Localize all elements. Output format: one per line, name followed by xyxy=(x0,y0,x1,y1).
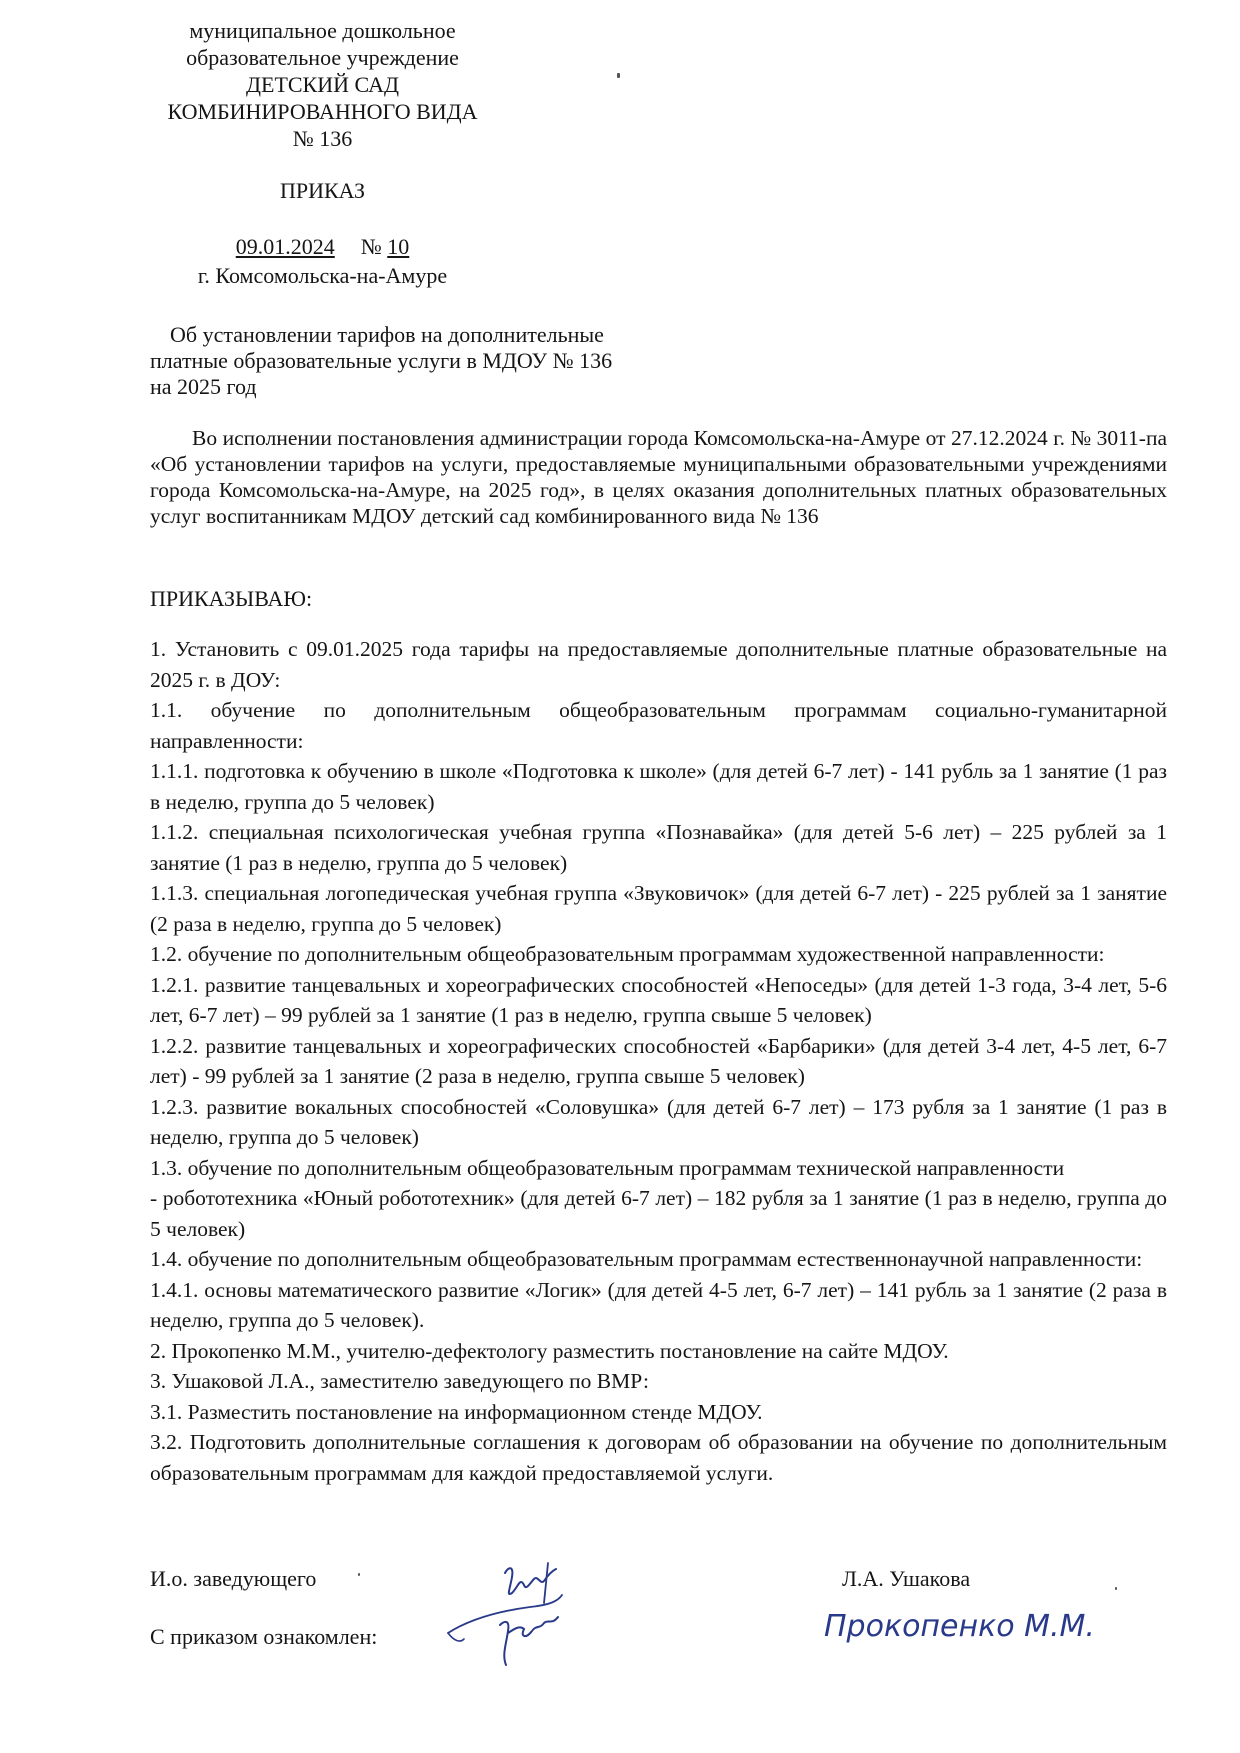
header-line: муниципальное дошкольное xyxy=(189,18,456,43)
order-item: 1.3. обучение по дополнительным общеобразовательным программам технической направленности xyxy=(150,1155,1065,1180)
signatory-name: Л.А. Ушакова xyxy=(842,1566,971,1591)
document-type-title: ПРИКАЗ xyxy=(279,178,366,203)
order-item: 1.2. обучение по дополнительным общеобразовательным программам художественной направленности: xyxy=(150,942,1105,966)
header-line: № 136 xyxy=(292,126,353,151)
scan-speck xyxy=(617,73,620,78)
city-line: г. Комсомольска-на-Амуре xyxy=(197,263,448,288)
subject-line: платные образовательные услуги в МДОУ № 136 xyxy=(150,348,613,373)
order-item: - робототехника «Юный робототехник» (для детей 6-7 лет) – 182 рубля за 1 занятие (1 раз в неделю, группа до 5 человек) xyxy=(150,1186,1167,1241)
order-item: 1.4.1. основы математического развитие «Логик» (для детей 4-5 лет, 6-7 лет) – 141 рубль за 1 занятие (2 раза в неделю, группа до 5 человек). xyxy=(150,1277,1167,1332)
order-item: 1.2.3. развитие вокальных способностей «Соловушка» (для детей 6-7 лет) – 173 рубля за 1 занятие (1 раз в неделю, группа до 5 человек) xyxy=(150,1094,1167,1149)
scan-speck xyxy=(358,1573,360,1576)
header-line: КОМБИНИРОВАННОГО ВИДА xyxy=(167,99,478,124)
institution-header xyxy=(145,17,500,152)
handwritten-signature xyxy=(440,1555,610,1675)
document-number: 10 xyxy=(387,234,410,259)
subject-line: на 2025 год xyxy=(150,374,257,399)
preamble-paragraph: Во исполнении постановления администрации города Комсомольска-на-Амуре от 27.12.2024 г. № 3011-па «Об установлении тарифов на услуги, предоставляемые муниципальными образовательными учреждениями города Комсомольска-на-Амуре, на 2025 год», в целях оказания дополнительных платных образовательных услуг воспитанникам МДОУ детский сад комбинированного вида № 136 xyxy=(150,426,1167,528)
order-item: 1.1. обучение по дополнительным общеобразовательным программам социально-гуманитарной направленности: xyxy=(150,698,1167,753)
order-item: 1.1.2. специальная психологическая учебная группа «Познавайка» (для детей 5-6 лет) – 225 рублей за 1 занятие (1 раз в неделю, группа до 5 человек) xyxy=(150,820,1167,875)
order-items xyxy=(150,634,1167,1488)
number-prefix: № xyxy=(360,234,382,259)
order-item: 3.2. Подготовить дополнительные соглашения к договорам об образовании на обучение по дополнительным образовательным программам для каждой предоставляемой услуги. xyxy=(150,1430,1167,1485)
order-item: 1.2.1. развитие танцевальных и хореографических способностей «Непоседы» (для детей 1-3 года, 3-4 лет, 5-6 лет, 6-7 лет) – 99 рублей за 1 занятие (1 раз в неделю, группа свыше 5 человек) xyxy=(150,972,1167,1027)
order-item: 1.2.2. развитие танцевальных и хореографических способностей «Барбарики» (для детей 3-4 лет, 4-5 лет, 6-7 лет) - 99 рублей за 1 занятие (2 раза в неделю, группа свыше 5 человек) xyxy=(150,1033,1167,1088)
date-number-line xyxy=(145,234,500,260)
order-subject xyxy=(150,322,690,400)
order-item: 2. Прокопенко М.М., учителю-дефектологу разместить постановление на сайте МДОУ. xyxy=(150,1338,949,1363)
order-item: 1.4. обучение по дополнительным общеобразовательным программам естественнонаучной направленности: xyxy=(150,1247,1143,1271)
subject-line: Об установлении тарифов на дополнительные xyxy=(170,322,604,347)
order-item: 1.1.1. подготовка к обучению в школе «Подготовка к школе» (для детей 6-7 лет) - 141 рубль за 1 занятие (1 раз в неделю, группа до 5 человек) xyxy=(150,759,1167,814)
order-item: 1.1.3. специальная логопедическая учебная группа «Звуковичок» (для детей 6-7 лет) - 225 рублей за 1 занятие (2 раза в неделю, группа до 5 человек) xyxy=(150,881,1167,936)
header-line: образовательное учреждение xyxy=(186,45,459,70)
order-item: 3. Ушаковой Л.А., заместителю заведующего по ВМР: xyxy=(150,1369,649,1393)
order-heading: ПРИКАЗЫВАЮ: xyxy=(150,586,313,611)
order-item: 1. Установить с 09.01.2025 года тарифы на предоставляемые дополнительные платные образовательные на 2025 г. в ДОУ: xyxy=(150,637,1167,692)
acknowledgement-signature xyxy=(820,1594,1095,1654)
scan-speck xyxy=(1115,1587,1117,1590)
document-date: 09.01.2024 xyxy=(235,234,335,259)
signatory-role: И.о. заведующего xyxy=(150,1566,317,1591)
acknowledgement-label: С приказом ознакомлен: xyxy=(150,1624,378,1649)
acknowledgement-handwriting: Прокопенко М.М. xyxy=(824,1609,1095,1644)
header-line: ДЕТСКИЙ САД xyxy=(246,72,399,97)
order-item: 3.1. Разместить постановление на информационном стенде МДОУ. xyxy=(150,1399,763,1424)
